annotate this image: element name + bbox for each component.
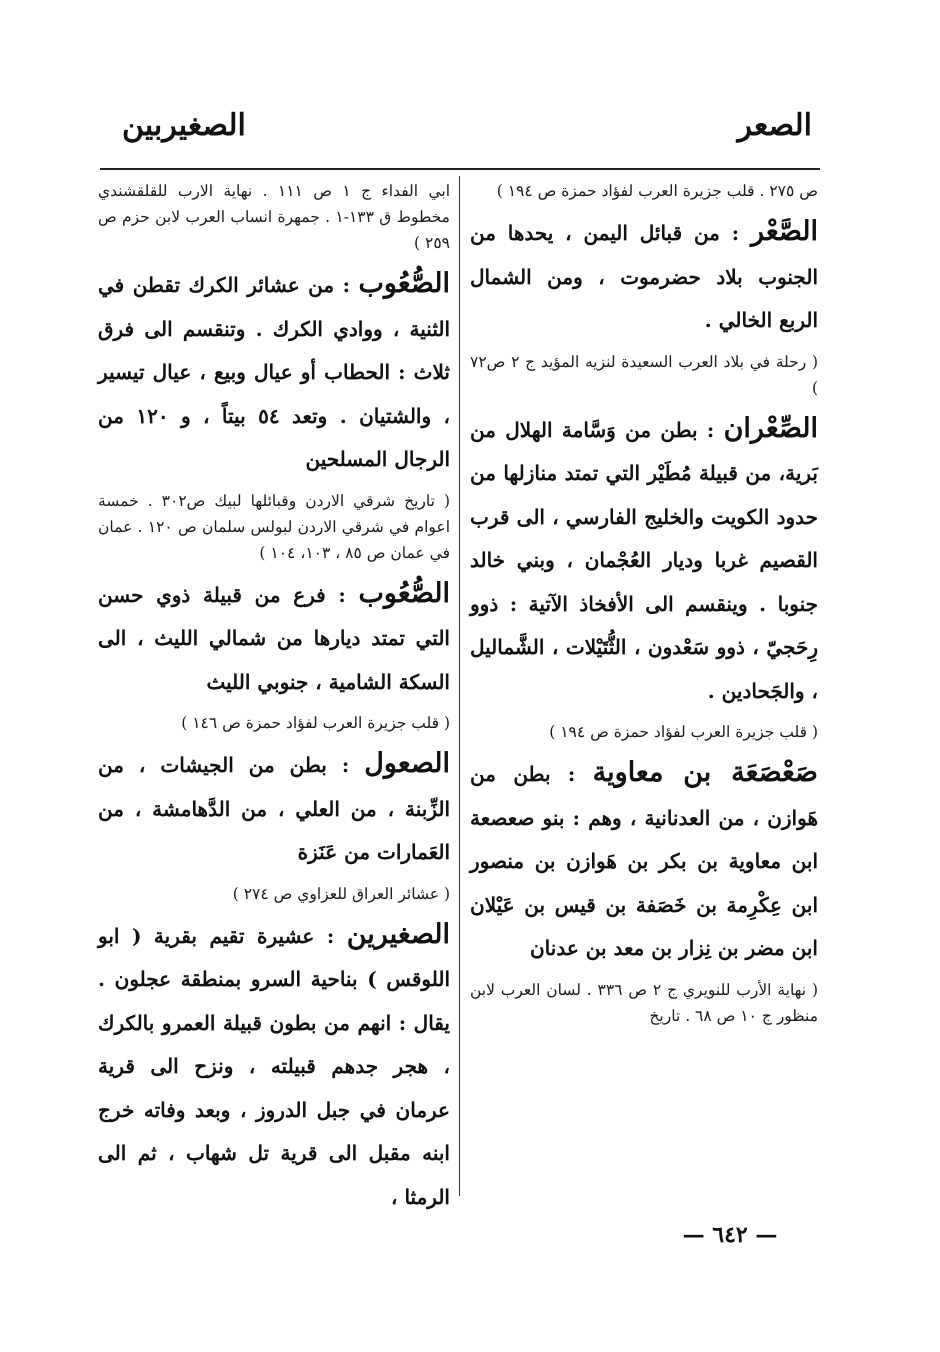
entry-text: : بطن من هَوازن ، من العدنانية ، وهم : بنو صعصعة ابن معاوية بن بكر بن هَوازن بن منصور ابن عِكْرِمة بن خَصَفة بن قيس بن عَيْلان ابن مضر بن نِزار بن معد بن عدنان: [470, 762, 818, 960]
entry-headword: الصُّعُوب: [358, 268, 450, 299]
entry-headword: الصعول: [364, 748, 450, 779]
reference-continued: ابي الفداء ج ١ ص ١١١ . نهاية الارب للقلقشندي مخطوط ق ١٣٣-١ . جمهرة انساب العرب لابن حزم ص ٢٥٩ ): [98, 182, 450, 252]
running-head-right: الصعر: [737, 108, 812, 143]
entry-text: : من عشائر الكرك تقطن في الثنية ، ووادي الكرك . وتنقسم الى فرق ثلاث : الحطاب أو عيال وبيع ، عيال تيسير ، والشتيان . وتعد ٥٤ بيتاً ، و ١٢٠ من الرجال المسلحين: [98, 273, 450, 471]
entry-text: : بطن من وَسَّامة الهلال من بَرية، من قبيلة مُطَيْر التي تمتد منازلها من حدود الكويت والخليج الفارسي ، الى قرب القصيم غربا وديار العُجْمان ، وبني خالد جنوبا . وينقسم الى الأفخاذ الآتية : ذوو رِحَجيّ ، ذوو سَعْدون ، الثُّتَيْلات ، الشَّماليل ، والجَحادين .: [470, 417, 818, 703]
entry-reference: ( قلب جزيرة العرب لفؤاد حمزة ص ١٤٦ ): [181, 714, 450, 732]
entry-headword: الصغيرين: [346, 918, 450, 950]
page-number: — ٦٤٢ —: [682, 1222, 778, 1248]
entry-al-suul: [98, 742, 450, 875]
entry-headword: الصُّعُوب: [358, 577, 450, 609]
entry-headword: الصِّعْران: [723, 412, 818, 444]
entry-reference: ( قلب جزيرة العرب لفؤاد حمزة ص ١٩٤ ): [549, 723, 818, 741]
entry-text: : فرع من قبيلة ذوي حسن التي تمتد ديارها من شمالي الليث ، الى السكة الشامية ، جنوبي الليث: [98, 582, 450, 694]
header-rule: [100, 168, 820, 170]
running-head-left: الصغيربين: [122, 108, 246, 143]
entry-al-siran: [470, 407, 818, 714]
entry-sasaa: [470, 751, 818, 971]
entry-reference: ( عشائر العراق للعزاوي ص ٢٧٤ ): [232, 884, 450, 903]
entry-headword: صَعْصَعَة بن معاوية: [592, 757, 818, 788]
entry-text: : عشيرة تقيم بقرية ( ابو اللوقس ) بناحية السرو بمنطقة عجلون . يقال : انهم من بطون قبيلة العمرو بالكرك ، هجر جدهم قبيلته ، ونزح الى قرية عرمان في جبل الدروز ، وبعد وفاته خرج ابنه مقبل الى قرية تل شهاب ، ثم الى الرمثا ،: [98, 923, 450, 1209]
entry-text: : من قبائل اليمن ، يحدها من الجنوب بلاد حضرموت ، ومن الشمال الربع الخالي .: [470, 221, 818, 332]
entry-al-saar: [470, 210, 818, 343]
entry-al-sughayrin: [98, 913, 450, 1220]
entry-reference: ( تاريخ شرقي الاردن وقبائلها لبيك ص٣٠٢ . خمسة اعوام في شرقي الاردن لبولس سلمان ص ١٢٠ . عمان في عمان ص ٨٥ ، ١٠٣، ١٠٤ ): [98, 491, 450, 562]
entry-reference: ( رحلة في بلاد العرب السعيدة لنزيه المؤيد ج ٢ ص٧٢ ): [470, 352, 818, 397]
entry-al-suub-2: [98, 572, 450, 705]
entry-al-suub-1: [98, 262, 450, 482]
right-column: [470, 178, 818, 1035]
entry-headword: الصَّعْر: [750, 216, 819, 247]
left-column: [98, 178, 450, 1225]
entry-reference: ( نهاية الأرب للنويري ج ٢ ص ٣٣٦ . لسان العرب لابن منظور ج ١٠ ص ٦٨ . تاريخ: [470, 980, 818, 1025]
reference-continued: ص ٢٧٥ . قلب جزيرة العرب لفؤاد حمزة ص ١٩٤ ): [496, 182, 818, 200]
entry-text: : بطن من الجيشات ، من الزِّبنة ، من العلي ، من الدَّهامشة ، من العَمارات من عَنَزة: [98, 753, 450, 864]
column-divider: [459, 176, 460, 1196]
